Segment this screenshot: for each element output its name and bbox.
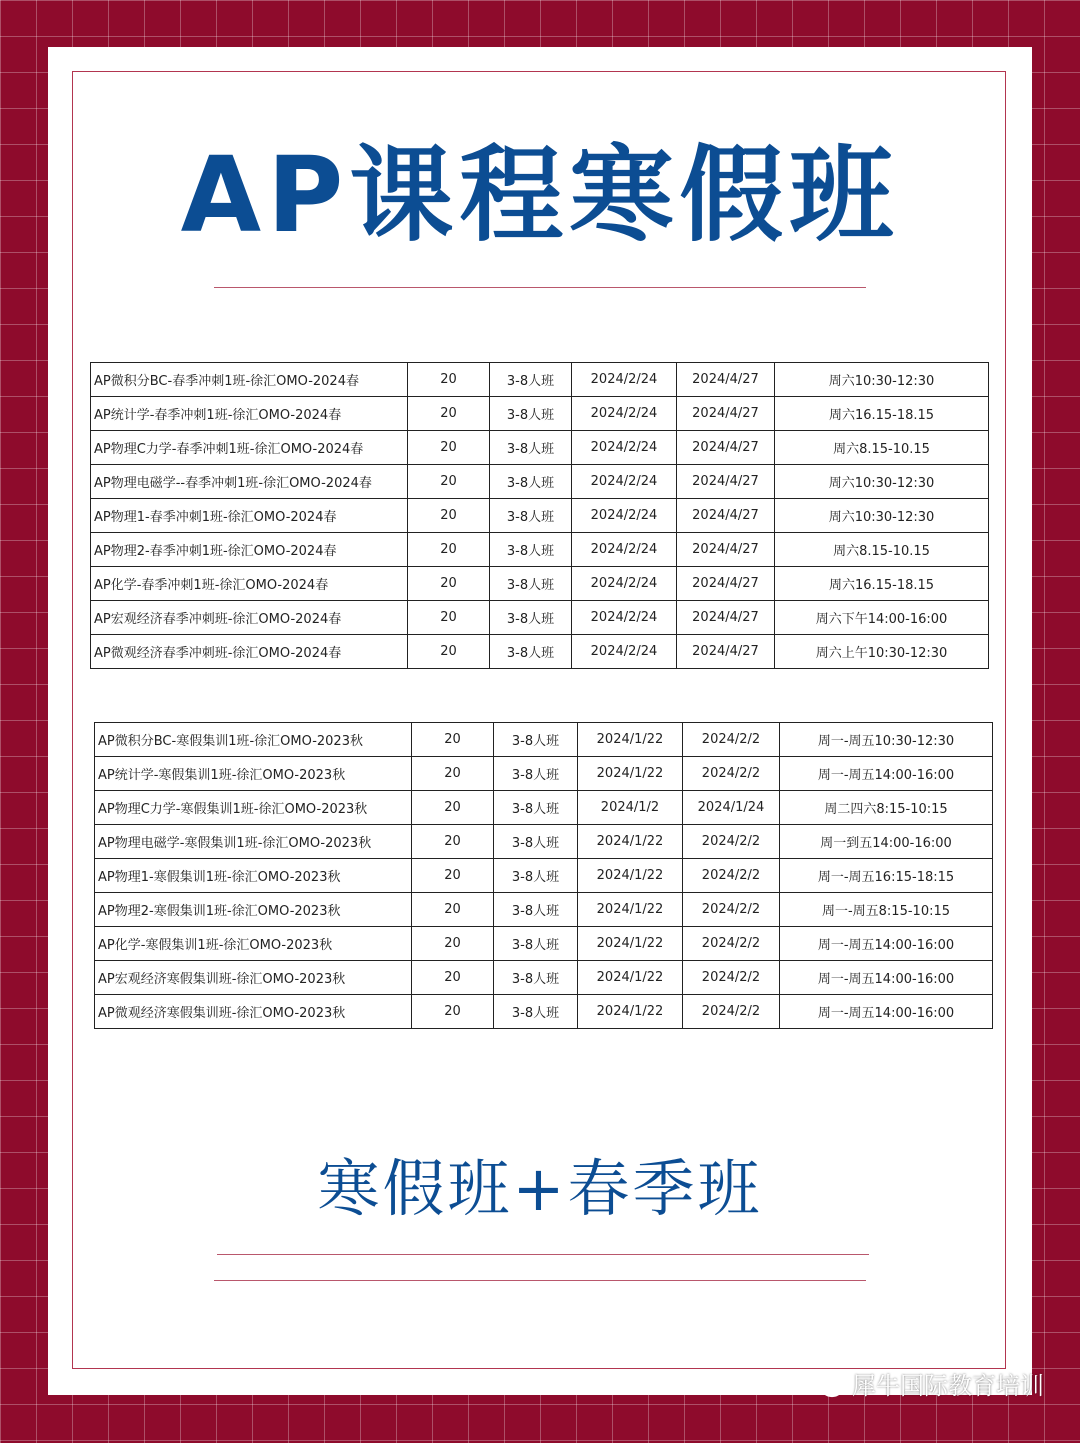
start-date-cell: 2024/1/22	[578, 927, 683, 961]
end-date-cell: 2024/2/2	[683, 859, 780, 893]
end-date-cell: 2024/1/24	[683, 791, 780, 825]
course-name-cell: AP微积分BC-春季冲刺1班-徐汇OMO-2024春	[91, 363, 408, 397]
spring-table-row	[91, 499, 989, 533]
course-name-cell: AP物理电磁学-寒假集训1班-徐汇OMO-2023秋	[95, 825, 412, 859]
schedule-time-cell: 周六8.15-10.15	[775, 431, 989, 465]
start-date-cell: 2024/1/22	[578, 757, 683, 791]
start-date-cell: 2024/2/24	[572, 499, 677, 533]
schedule-time-cell: 周六16.15-18.15	[775, 397, 989, 431]
hours-cell: 20	[412, 961, 494, 995]
course-name-cell: AP物理C力学-寒假集训1班-徐汇OMO-2023秋	[95, 791, 412, 825]
hours-cell: 20	[412, 791, 494, 825]
page-title: AP课程寒假班	[180, 134, 900, 256]
schedule-time-cell: 周六8.15-10.15	[775, 533, 989, 567]
schedule-time-cell: 周六10:30-12:30	[775, 465, 989, 499]
class-size-cell: 3-8人班	[490, 397, 572, 431]
end-date-cell: 2024/4/27	[677, 635, 775, 669]
winter-table-row	[95, 927, 993, 961]
winter-table-row	[95, 859, 993, 893]
title-divider	[214, 287, 866, 288]
class-size-cell: 3-8人班	[490, 567, 572, 601]
class-size-cell: 3-8人班	[490, 465, 572, 499]
hours-cell: 20	[412, 995, 494, 1029]
winter-table-row	[95, 961, 993, 995]
course-name-cell: AP物理2-寒假集训1班-徐汇OMO-2023秋	[95, 893, 412, 927]
hours-cell: 20	[408, 567, 490, 601]
winter-table-row	[95, 757, 993, 791]
hours-cell: 20	[408, 397, 490, 431]
course-name-cell: AP微观经济春季冲刺班-徐汇OMO-2024春	[91, 635, 408, 669]
course-name-cell: AP物理2-春季冲刺1班-徐汇OMO-2024春	[91, 533, 408, 567]
schedule-time-cell: 周一-周五16:15-18:15	[780, 859, 993, 893]
class-size-cell: 3-8人班	[490, 499, 572, 533]
schedule-time-cell: 周六上午10:30-12:30	[775, 635, 989, 669]
end-date-cell: 2024/2/2	[683, 723, 780, 757]
bottom-divider-1	[217, 1254, 869, 1255]
schedule-time-cell: 周一-周五10:30-12:30	[780, 723, 993, 757]
hours-cell: 20	[408, 499, 490, 533]
start-date-cell: 2024/1/22	[578, 723, 683, 757]
hours-cell: 20	[412, 927, 494, 961]
start-date-cell: 2024/2/24	[572, 635, 677, 669]
end-date-cell: 2024/4/27	[677, 533, 775, 567]
winter-table-row	[95, 825, 993, 859]
end-date-cell: 2024/4/27	[677, 567, 775, 601]
end-date-cell: 2024/4/27	[677, 465, 775, 499]
class-size-cell: 3-8人班	[494, 927, 578, 961]
class-size-cell: 3-8人班	[494, 961, 578, 995]
course-name-cell: AP统计学-春季冲刺1班-徐汇OMO-2024春	[91, 397, 408, 431]
course-name-cell: AP宏观经济寒假集训班-徐汇OMO-2023秋	[95, 961, 412, 995]
start-date-cell: 2024/1/22	[578, 893, 683, 927]
end-date-cell: 2024/2/2	[683, 995, 780, 1029]
winter-table-body	[95, 723, 993, 1029]
hours-cell: 20	[412, 723, 494, 757]
class-size-cell: 3-8人班	[490, 533, 572, 567]
spring-table-row	[91, 601, 989, 635]
wechat-icon	[808, 1369, 844, 1399]
end-date-cell: 2024/4/27	[677, 397, 775, 431]
class-size-cell: 3-8人班	[494, 825, 578, 859]
class-size-cell: 3-8人班	[494, 757, 578, 791]
start-date-cell: 2024/2/24	[572, 533, 677, 567]
end-date-cell: 2024/4/27	[677, 363, 775, 397]
hours-cell: 20	[408, 431, 490, 465]
start-date-cell: 2024/2/24	[572, 465, 677, 499]
end-date-cell: 2024/2/2	[683, 961, 780, 995]
course-name-cell: AP宏观经济春季冲刺班-徐汇OMO-2024春	[91, 601, 408, 635]
course-name-cell: AP微观经济寒假集训班-徐汇OMO-2023秋	[95, 995, 412, 1029]
schedule-time-cell: 周一-周五14:00-16:00	[780, 995, 993, 1029]
start-date-cell: 2024/1/22	[578, 995, 683, 1029]
course-name-cell: AP物理1-春季冲刺1班-徐汇OMO-2024春	[91, 499, 408, 533]
watermark-text: 犀牛国际教育培训	[852, 1372, 1044, 1400]
hours-cell: 20	[408, 601, 490, 635]
schedule-time-cell: 周一到五14:00-16:00	[780, 825, 993, 859]
start-date-cell: 2024/1/2	[578, 791, 683, 825]
hours-cell: 20	[412, 825, 494, 859]
end-date-cell: 2024/2/2	[683, 927, 780, 961]
class-size-cell: 3-8人班	[494, 893, 578, 927]
spring-table-body	[91, 363, 989, 669]
course-name-cell: AP物理电磁学--春季冲刺1班-徐汇OMO-2024春	[91, 465, 408, 499]
schedule-time-cell: 周一-周五8:15-10:15	[780, 893, 993, 927]
course-name-cell: AP统计学-寒假集训1班-徐汇OMO-2023秋	[95, 757, 412, 791]
spring-table-row	[91, 567, 989, 601]
winter-schedule-table	[94, 722, 993, 1029]
schedule-time-cell: 周六下午14:00-16:00	[775, 601, 989, 635]
course-name-cell: AP物理C力学-春季冲刺1班-徐汇OMO-2024春	[91, 431, 408, 465]
end-date-cell: 2024/4/27	[677, 499, 775, 533]
class-size-cell: 3-8人班	[494, 995, 578, 1029]
hours-cell: 20	[408, 363, 490, 397]
schedule-time-cell: 周六16.15-18.15	[775, 567, 989, 601]
start-date-cell: 2024/1/22	[578, 825, 683, 859]
schedule-time-cell: 周一-周五14:00-16:00	[780, 757, 993, 791]
class-size-cell: 3-8人班	[490, 635, 572, 669]
class-size-cell: 3-8人班	[490, 601, 572, 635]
end-date-cell: 2024/2/2	[683, 757, 780, 791]
hours-cell: 20	[412, 859, 494, 893]
spring-table-row	[91, 431, 989, 465]
schedule-time-cell: 周一-周五14:00-16:00	[780, 927, 993, 961]
start-date-cell: 2024/1/22	[578, 859, 683, 893]
hours-cell: 20	[408, 635, 490, 669]
bottom-divider-2	[214, 1280, 866, 1281]
start-date-cell: 2024/2/24	[572, 567, 677, 601]
hours-cell: 20	[412, 893, 494, 927]
spring-table-row	[91, 363, 989, 397]
winter-table-row	[95, 995, 993, 1029]
start-date-cell: 2024/2/24	[572, 601, 677, 635]
spring-table-row	[91, 533, 989, 567]
course-name-cell: AP微积分BC-寒假集训1班-徐汇OMO-2023秋	[95, 723, 412, 757]
end-date-cell: 2024/4/27	[677, 431, 775, 465]
class-size-cell: 3-8人班	[494, 791, 578, 825]
spring-table-row	[91, 635, 989, 669]
winter-table-row	[95, 893, 993, 927]
winter-table-row	[95, 791, 993, 825]
start-date-cell: 2024/1/22	[578, 961, 683, 995]
hours-cell: 20	[412, 757, 494, 791]
class-size-cell: 3-8人班	[490, 363, 572, 397]
wechat-watermark	[808, 1366, 1044, 1401]
course-name-cell: AP物理1-寒假集训1班-徐汇OMO-2023秋	[95, 859, 412, 893]
hours-cell: 20	[408, 465, 490, 499]
class-size-cell: 3-8人班	[494, 723, 578, 757]
class-size-cell: 3-8人班	[494, 859, 578, 893]
schedule-time-cell: 周一-周五14:00-16:00	[780, 961, 993, 995]
course-name-cell: AP化学-寒假集训1班-徐汇OMO-2023秋	[95, 927, 412, 961]
start-date-cell: 2024/2/24	[572, 431, 677, 465]
end-date-cell: 2024/2/2	[683, 893, 780, 927]
spring-table-row	[91, 465, 989, 499]
end-date-cell: 2024/2/2	[683, 825, 780, 859]
winter-table-row	[95, 723, 993, 757]
course-name-cell: AP化学-春季冲刺1班-徐汇OMO-2024春	[91, 567, 408, 601]
class-size-cell: 3-8人班	[490, 431, 572, 465]
start-date-cell: 2024/2/24	[572, 363, 677, 397]
poster-card	[48, 47, 1032, 1395]
schedule-time-cell: 周六10:30-12:30	[775, 499, 989, 533]
end-date-cell: 2024/4/27	[677, 601, 775, 635]
start-date-cell: 2024/2/24	[572, 397, 677, 431]
spring-schedule-table	[90, 362, 989, 669]
spring-table-row	[91, 397, 989, 431]
poster-subtitle: 寒假班+春季班	[317, 1152, 763, 1225]
schedule-time-cell: 周六10:30-12:30	[775, 363, 989, 397]
hours-cell: 20	[408, 533, 490, 567]
schedule-time-cell: 周二四六8:15-10:15	[780, 791, 993, 825]
